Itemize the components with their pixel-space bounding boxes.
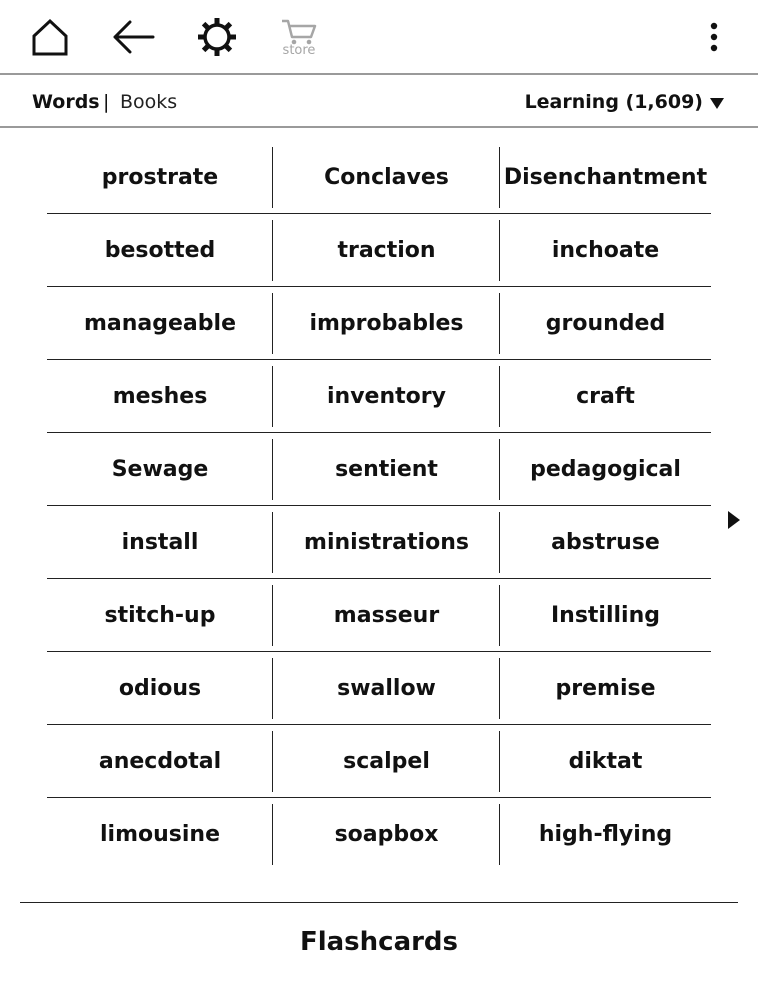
word-cell[interactable]: install bbox=[47, 506, 273, 579]
toolbar bbox=[0, 0, 758, 74]
word-cell[interactable]: high-flying bbox=[538, 822, 673, 847]
word-cell[interactable]: Conclaves bbox=[273, 141, 500, 214]
word-grid bbox=[47, 141, 711, 871]
word-cell[interactable]: traction bbox=[273, 214, 500, 287]
word-cell[interactable]: sentient bbox=[273, 433, 500, 506]
word-cell[interactable]: scalpel bbox=[273, 725, 500, 798]
word-row bbox=[47, 798, 711, 871]
word-cell[interactable]: pedagogical bbox=[530, 457, 681, 482]
word-cell[interactable]: inchoate bbox=[551, 238, 660, 263]
word-row bbox=[47, 506, 711, 579]
filter-label: Learning (1,609) bbox=[524, 91, 703, 113]
word-row bbox=[47, 141, 711, 214]
home-button[interactable] bbox=[25, 12, 75, 62]
word-cell[interactable]: grounded bbox=[545, 311, 666, 336]
word-cell[interactable]: meshes bbox=[47, 360, 273, 433]
subheader-divider bbox=[0, 126, 758, 128]
flashcards-button[interactable]: Flashcards bbox=[299, 927, 459, 957]
word-cell[interactable]: Instilling bbox=[550, 603, 661, 628]
back-button[interactable] bbox=[108, 12, 158, 62]
tab-words[interactable]: Words bbox=[32, 91, 100, 113]
word-cell[interactable]: swallow bbox=[273, 652, 500, 725]
word-cell[interactable]: inventory bbox=[273, 360, 500, 433]
word-cell[interactable]: premise bbox=[555, 676, 656, 701]
view-tabs-bar bbox=[0, 75, 758, 126]
settings-button[interactable] bbox=[192, 12, 242, 62]
tab-books[interactable]: Books bbox=[120, 91, 178, 113]
word-cell[interactable]: manageable bbox=[47, 287, 273, 360]
word-cell[interactable]: ministrations bbox=[273, 506, 500, 579]
word-cell[interactable]: Disenchantment bbox=[503, 165, 708, 190]
word-cell[interactable]: odious bbox=[47, 652, 273, 725]
menu-button[interactable] bbox=[689, 12, 739, 62]
word-row bbox=[47, 433, 711, 506]
word-row bbox=[47, 360, 711, 433]
tab-separator: | bbox=[103, 91, 110, 113]
word-cell[interactable]: stitch-up bbox=[47, 579, 273, 652]
next-page-arrow-icon[interactable] bbox=[728, 511, 740, 529]
store-button[interactable] bbox=[274, 12, 324, 62]
word-cell[interactable]: soapbox bbox=[273, 798, 500, 871]
word-cell[interactable]: Sewage bbox=[47, 433, 273, 506]
filter-dropdown[interactable] bbox=[525, 91, 724, 113]
word-cell[interactable]: diktat bbox=[568, 749, 643, 774]
store-label: store bbox=[282, 42, 316, 58]
back-arrow-icon bbox=[111, 19, 155, 55]
home-icon bbox=[30, 17, 70, 57]
word-row bbox=[47, 725, 711, 798]
word-cell[interactable]: abstruse bbox=[551, 530, 660, 555]
word-row bbox=[47, 579, 711, 652]
word-cell[interactable]: besotted bbox=[47, 214, 273, 287]
word-row bbox=[47, 652, 711, 725]
caret-down-icon bbox=[710, 98, 724, 109]
more-vertical-icon bbox=[709, 22, 719, 52]
word-cell[interactable]: anecdotal bbox=[47, 725, 273, 798]
word-row bbox=[47, 287, 711, 360]
footer-divider bbox=[20, 902, 738, 903]
word-cell[interactable]: limousine bbox=[47, 798, 273, 871]
cart-icon bbox=[280, 18, 318, 46]
word-cell[interactable]: improbables bbox=[273, 287, 500, 360]
gear-icon bbox=[196, 16, 238, 58]
word-row bbox=[47, 214, 711, 287]
word-cell[interactable]: masseur bbox=[273, 579, 500, 652]
word-cell[interactable]: prostrate bbox=[47, 141, 273, 214]
word-cell[interactable]: craft bbox=[576, 384, 635, 409]
